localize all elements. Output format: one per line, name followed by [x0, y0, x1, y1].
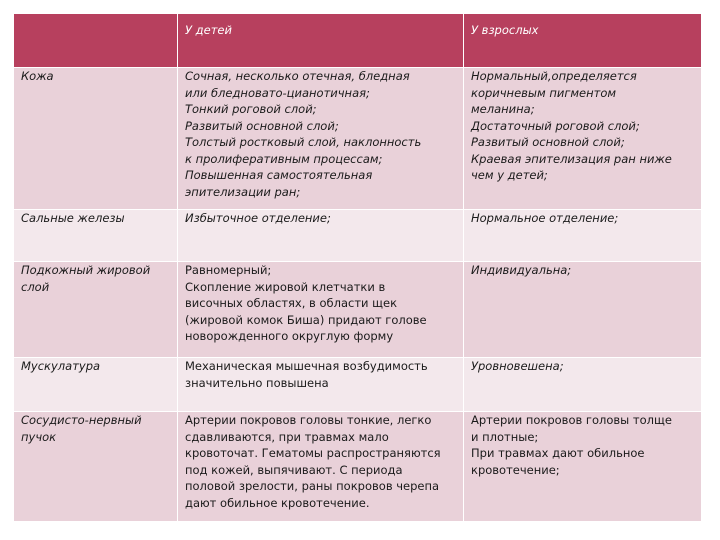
header-children: У детей: [178, 14, 464, 68]
children-cell: [178, 358, 464, 412]
adults-cell: [464, 412, 702, 522]
adults-cell: [464, 68, 702, 210]
table-row: [14, 412, 702, 522]
table-row: [14, 358, 702, 412]
header-empty: [14, 14, 178, 68]
children-cell: [178, 68, 464, 210]
row-label-text: Кожа: [21, 69, 54, 83]
row-label: [14, 262, 178, 358]
children-cell: [178, 210, 464, 262]
row-label-text: Подкожный жировой слой: [21, 263, 151, 294]
adults-text: Нормальный,определяется коричневым пигментом меланина; Достаточный роговой слой; Развитый основной слой; Краевая эпителизация ран ниже чем у детей;: [471, 69, 672, 182]
table-row: [14, 210, 702, 262]
adults-text: Нормальное отделение;: [471, 211, 619, 225]
adults-text: Индивидуальна;: [471, 263, 572, 277]
adults-cell: [464, 210, 702, 262]
row-label: [14, 68, 178, 210]
adults-text: Артерии покровов головы толще и плотные; При травмах дают обильное кровотечение;: [471, 413, 672, 477]
children-cell: [178, 262, 464, 358]
children-text: Сочная, несколько отечная, бледная или бледновато-цианотичная; Тонкий роговой слой; Развитый основной слой; Толстый ростковый слой, наклонность к пролиферативным процессам; Повышенная самостоятельная эпителизации ран;: [185, 69, 422, 199]
row-label-text: Сосудисто-нервный пучок: [21, 413, 142, 444]
row-label: [14, 412, 178, 522]
row-label-text: Сальные железы: [21, 211, 125, 225]
row-label: [14, 358, 178, 412]
adults-cell: [464, 262, 702, 358]
adults-text: Уровновешена;: [471, 359, 564, 373]
children-cell: [178, 412, 464, 522]
header-row: [14, 14, 702, 68]
children-text: Механическая мышечная возбудимость значительно повышена: [185, 359, 428, 390]
children-text: Равномерный; Скопление жировой клетчатки в височных областях, в области щек (жировой комок Биша) придают голове новорожденного округлую форму: [185, 263, 427, 343]
header-adults: У взрослых: [464, 14, 702, 68]
table-row: [14, 262, 702, 358]
row-label-text: Мускулатура: [21, 359, 101, 373]
comparison-table: [13, 13, 702, 522]
row-label: [14, 210, 178, 262]
children-text: Артерии покровов головы тонкие, легко сдавливаются, при травмах мало кровоточат. Гематомы распространяются под кожей, выпячивают. С периода половой зрелости, раны покровов черепа дают обильное кровотечение.: [185, 413, 441, 510]
children-text: Избыточное отделение;: [185, 211, 331, 225]
table-row: [14, 68, 702, 210]
adults-cell: [464, 358, 702, 412]
